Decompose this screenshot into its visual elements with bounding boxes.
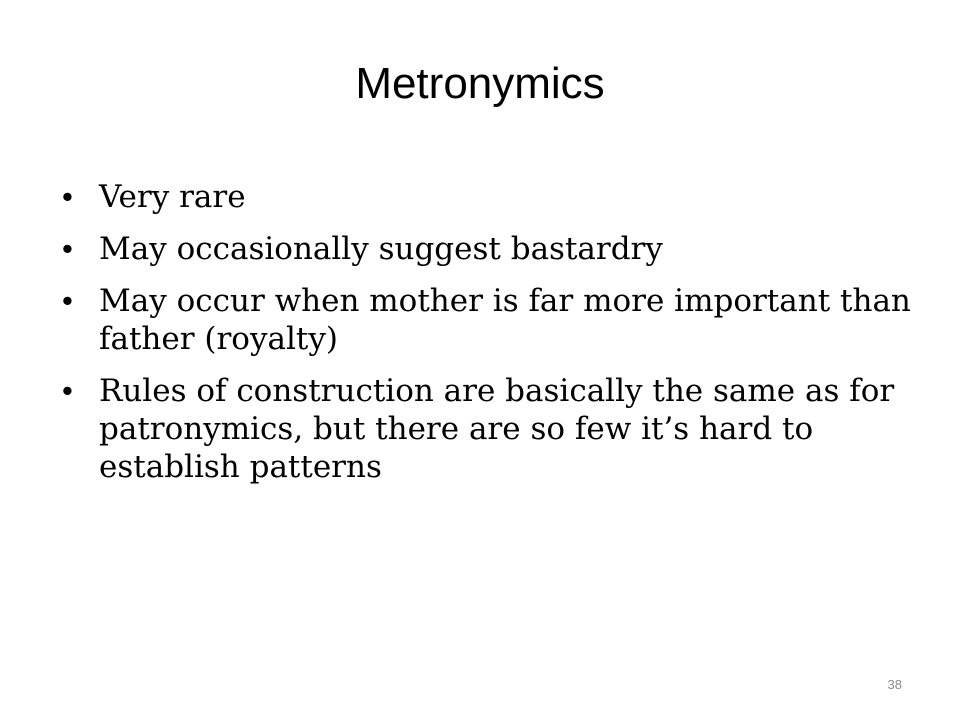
bullet-text: Very rare bbox=[99, 179, 246, 215]
bullet-text: May occur when mother is far more important than father (royalty) bbox=[99, 283, 911, 357]
bullet-item bbox=[62, 178, 922, 216]
bullet-list bbox=[62, 178, 922, 500]
bullet-item bbox=[62, 372, 922, 486]
bullet-text: Rules of construction are basically the same as for patronymics, but there are so few it’s hard to establish patterns bbox=[99, 373, 895, 485]
bullet-dot-icon: • bbox=[62, 283, 73, 318]
bullet-dot-icon: • bbox=[62, 231, 73, 266]
page-number: 38 bbox=[887, 677, 902, 692]
bullet-dot-icon: • bbox=[62, 179, 73, 214]
bullet-dot-icon: • bbox=[62, 373, 73, 408]
slide-title: Metronymics bbox=[355, 59, 605, 108]
bullet-item bbox=[62, 282, 922, 358]
bullet-text: May occasionally suggest bastardry bbox=[99, 231, 663, 267]
bullet-item bbox=[62, 230, 922, 268]
